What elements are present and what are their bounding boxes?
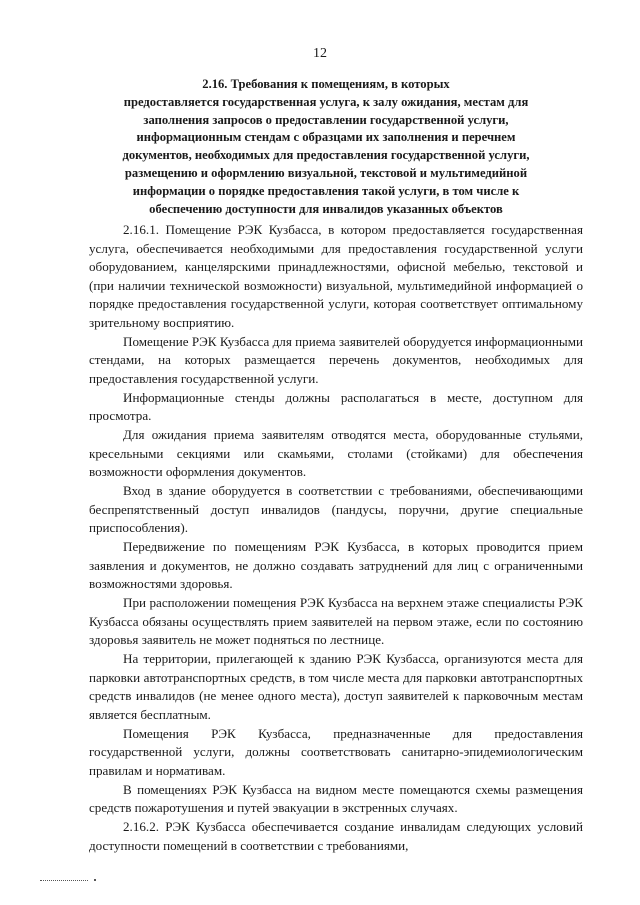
heading-line: предоставляется государственная услуга, к залу ожидания, местам для bbox=[123, 94, 529, 109]
paragraph-2-16-2: 2.16.2. РЭК Кузбасса обеспечивается создание инвалидам следующих условий доступности помещений в соответствии с требованиями, bbox=[89, 819, 583, 853]
paragraph-parking: На территории, прилегающей к зданию РЭК Кузбасса, организуются места для парковки автотранспортных средств, в том числе места для парковки автотранспортных средств инвалидов (не менее одного места), доступ заявителей к парковочным местам является бесплатным. bbox=[89, 651, 583, 722]
paragraph-waiting-area: Для ожидания приема заявителям отводятся места, оборудованные стульями, кресельными секциями или скамьями, столами (стойками) для обеспечения возможности оформления документов. bbox=[89, 427, 583, 479]
heading-line: обеспечению доступности для инвалидов указанных объектов bbox=[149, 201, 503, 216]
heading-line: размещению и оформлению визуальной, текстовой и мультимедийной bbox=[124, 165, 528, 180]
paragraph-sanitary: Помещения РЭК Кузбасса, предназначенные для предоставления государственной услуги, должны соответствовать санитарно-эпидемиологическим правилам и нормативам. bbox=[89, 725, 583, 778]
paragraph-stands-location: Информационные стенды должны располагаться в месте, доступном для просмотра. bbox=[89, 389, 583, 423]
heading-line: 2.16. Требования к помещениям, в которых bbox=[202, 77, 450, 91]
paragraph-upper-floor: При расположении помещения РЭК Кузбасса на верхнем этаже специалисты РЭК Кузбасса обязаны осуществлять прием заявителей на первом этаже, если по состоянию здоровья заявитель не может подняться по лестнице. bbox=[89, 595, 583, 647]
paragraph-2-16-1: 2.16.1. Помещение РЭК Кузбасса, в котором предоставляется государственная услуга, обеспечивается необходимыми для предоставления государственной услуги оборудованием, канцелярскими принадлежностями, офисной мебелью, текстовой и (при наличии технической возможности) визуальной, мультимедийной информацией о порядке предоставления государственной услуги, которая соответствует оптимальному зрительному восприятию. bbox=[89, 222, 583, 330]
paragraph-info-stands: Помещение РЭК Кузбасса для приема заявителей оборудуется информационными стендами, на которых размещается перечень документов, необходимых для предоставления государственной услуги. bbox=[89, 333, 583, 386]
heading-line: заполнения запросов о предоставлении государственной услуги, bbox=[143, 112, 509, 127]
paragraph-movement: Передвижение по помещениям РЭК Кузбасса, в которых проводится прием заявления и документов, не должно создавать затруднений для лиц с ограниченными возможностями здоровья. bbox=[89, 539, 583, 591]
paragraph-entrance: Вход в здание оборудуется в соответствии с требованиями, обеспечивающими беспрепятственный доступ инвалидов (пандусы, поручни, другие специальные приспособления). bbox=[89, 483, 583, 535]
footnote-divider bbox=[40, 880, 88, 881]
page-number: 12 bbox=[313, 46, 327, 61]
heading-line: информационным стендам с образцами их заполнения и перечнем bbox=[136, 130, 516, 145]
paragraph-evacuation: В помещениях РЭК Кузбасса на видном месте помещаются схемы размещения средств пожаротушения и путей эвакуации в экстренных случаях. bbox=[89, 781, 583, 815]
body-text bbox=[89, 221, 583, 856]
heading-line: документов, необходимых для предоставления государственной услуги, bbox=[122, 148, 530, 163]
section-heading bbox=[80, 76, 572, 218]
heading-line: информации о порядке предоставления такой услуги, в том числе к bbox=[132, 183, 520, 198]
footnote-mark bbox=[94, 879, 96, 881]
